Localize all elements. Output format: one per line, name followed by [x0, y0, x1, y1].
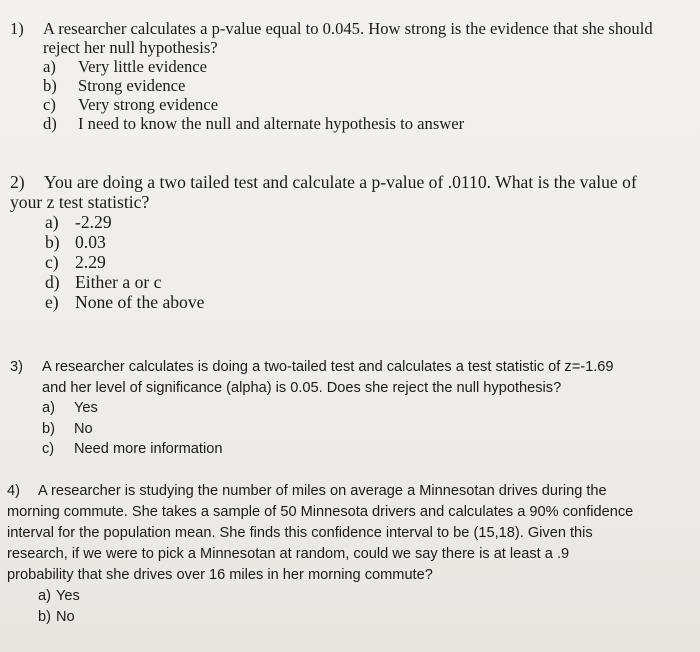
option-letter: b)	[42, 420, 55, 437]
question-3	[0, 357, 690, 460]
option	[0, 232, 690, 252]
question-text-line: A researcher calculates a p-value equal to 0.045. How strong is the evidence that she should	[43, 19, 653, 38]
question-2	[0, 172, 690, 312]
option-letter: a)	[38, 588, 51, 604]
question-number: 4)	[7, 483, 20, 499]
option-letter: d)	[45, 272, 60, 292]
option	[0, 292, 690, 312]
question-text-line: and her level of significance (alpha) is 0.05. Does she reject the null hypothesis?	[42, 379, 562, 396]
option-text: Strong evidence	[78, 76, 186, 95]
option-text: None of the above	[75, 292, 205, 312]
option-text: Either a or c	[75, 272, 162, 292]
option	[0, 252, 690, 272]
option	[0, 586, 690, 607]
question-number: 2)	[10, 172, 25, 192]
option-text: No	[56, 609, 75, 625]
option-text: Very strong evidence	[78, 95, 219, 114]
option	[0, 419, 690, 440]
question-text-line: interval for the population mean. She finds this confidence interval to be (15,18). Given this	[7, 525, 593, 541]
option	[0, 212, 690, 232]
option-letter: a)	[45, 212, 59, 232]
option-letter: a)	[43, 57, 56, 76]
question-text-line: reject her null hypothesis?	[43, 38, 218, 57]
option-letter: a)	[42, 400, 55, 416]
option	[0, 76, 690, 95]
option-letter: c)	[45, 252, 59, 272]
option	[0, 114, 690, 133]
option-text: Very little evidence	[78, 57, 208, 76]
option-letter: c)	[42, 441, 55, 457]
option-text: Yes	[56, 588, 80, 604]
question-text-line: probability that she drives over 16 miles in her morning commute?	[7, 567, 433, 583]
option-letter: b)	[38, 609, 51, 625]
question-number: 1)	[10, 19, 24, 38]
question-4	[0, 481, 690, 628]
option-letter: d)	[43, 114, 57, 133]
option	[0, 57, 690, 76]
question-text-line: A researcher calculates is doing a two-tailed test and calculates a test statistic of z=-1.69	[42, 359, 614, 375]
option-text: 0.03	[75, 232, 106, 252]
option-text: No	[74, 420, 93, 437]
question-text-line: your z test statistic?	[10, 192, 150, 212]
option-text: Yes	[74, 400, 98, 416]
option-text: I need to know the null and alternate hypothesis to answer	[78, 114, 465, 133]
question-number: 3)	[10, 359, 23, 375]
option	[0, 398, 690, 419]
option	[0, 272, 690, 292]
option-letter: b)	[43, 76, 57, 95]
question-text-line: research, if we were to pick a Minnesotan at random, could we say there is at least a .9	[7, 546, 570, 562]
option-letter: b)	[45, 232, 60, 252]
question-text-line: You are doing a two tailed test and calculate a p-value of .0110. What is the value of	[44, 172, 637, 192]
option-text: Need more information	[74, 441, 223, 457]
question-text-line: morning commute. She takes a sample of 50 Minnesota drivers and calculates a 90% confidence	[7, 504, 634, 520]
option-text: 2.29	[75, 252, 106, 272]
option	[0, 607, 690, 628]
option-letter: c)	[43, 95, 56, 114]
option	[0, 439, 690, 460]
question-1	[0, 19, 690, 133]
question-text-line: A researcher is studying the number of miles on average a Minnesotan drives during the	[38, 483, 607, 499]
option	[0, 95, 690, 114]
option-letter: e)	[45, 292, 59, 312]
option-text: -2.29	[75, 212, 112, 232]
